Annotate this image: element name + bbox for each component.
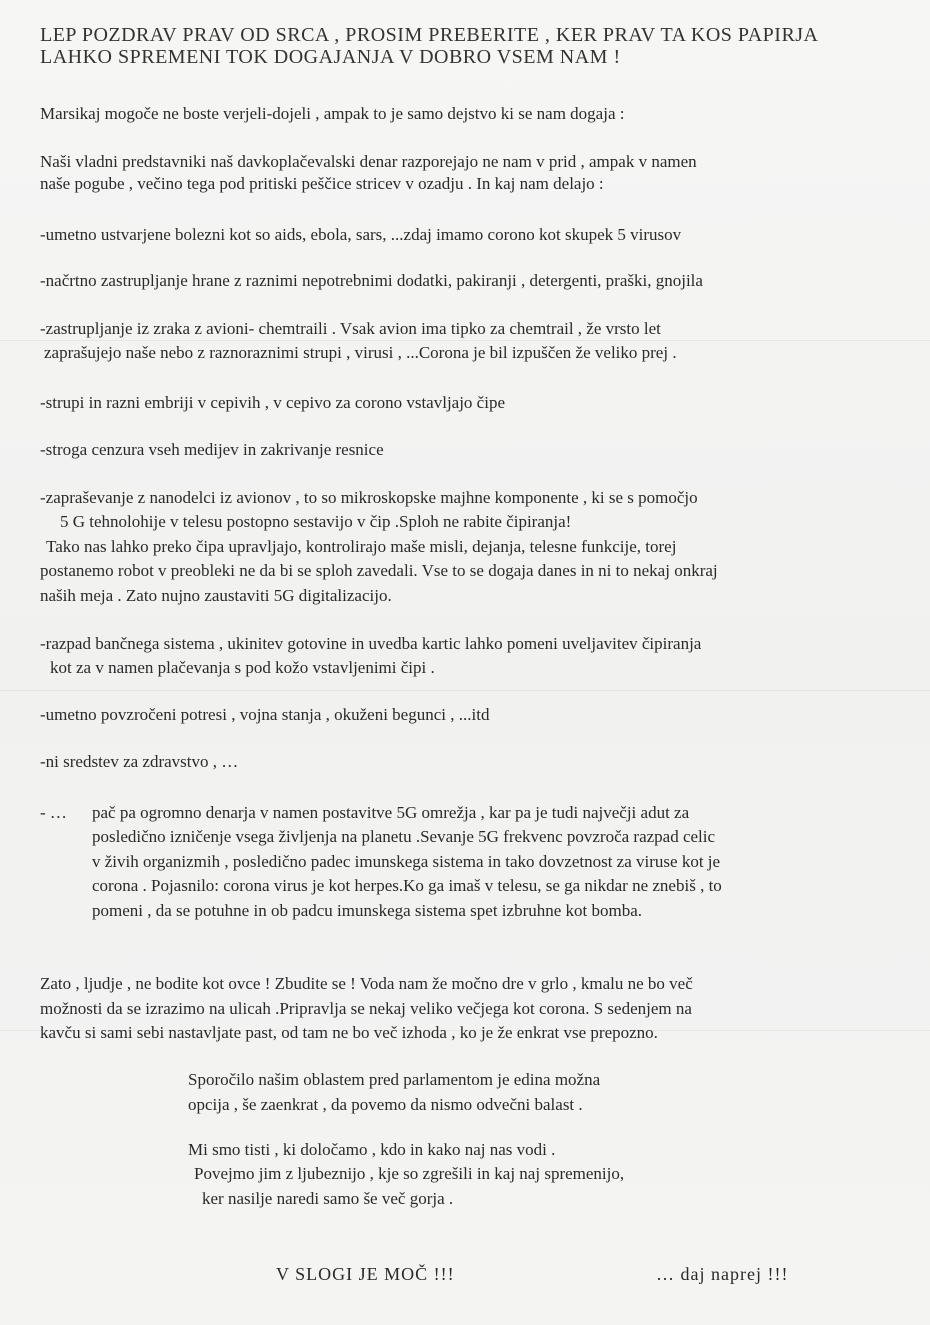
message-line: Mi smo tisti , ki določamo , kdo in kako naj nas vodi . <box>188 1140 556 1159</box>
list-item-continuation: 5 G tehnolohije v telesu postopno sestavijo v čip .Sploh ne rabite čipiranja! <box>60 512 572 531</box>
paragraph-line: naše pogube , večino tega pod pritiski peščice stricev v ozadju . In kaj nam delajo : <box>40 174 604 193</box>
list-item-continuation: postanemo robot v preobleki ne da bi se sploh zavedali. Vse to se dogaja danes in ni to nekaj onkraj <box>40 561 718 580</box>
list-item-marker: - … <box>40 803 67 822</box>
list-item: -razpad bančnega sistema , ukinitev gotovine in uvedba kartic lahko pomeni uveljavitev čipiranja <box>40 634 702 653</box>
list-item-continuation: Tako nas lahko preko čipa upravljajo, kontrolirajo maše misli, dejanja, telesne funkcije, torej <box>46 537 677 556</box>
list-item: -stroga cenzura vseh medijev in zakrivanje resnice <box>40 440 384 459</box>
list-item: -načrtno zastrupljanje hrane z raznimi nepotrebnimi dodatki, pakiranji , detergenti, praški, gnojila <box>40 271 703 290</box>
list-item: -strupi in razni embriji v cepivih , v cepivo za corono vstavljajo čipe <box>40 393 505 412</box>
message-line: ker nasilje naredi samo še več gorja . <box>202 1189 454 1208</box>
letter-heading <box>40 24 880 68</box>
paper-fold <box>0 340 930 341</box>
message-line: opcija , še zaenkrat , da povemo da nismo odvečni balast . <box>188 1095 583 1114</box>
list-item-continuation: corona . Pojasnilo: corona virus je kot herpes.Ko ga imaš v telesu, se ga nikdar ne znebiš , to <box>92 876 722 895</box>
list-item-continuation: kot za v namen plačevanja s pod kožo vstavljenimi čipi . <box>50 658 435 677</box>
closing-paragraph-line: Zato , ljudje , ne bodite kot ovce ! Zbudite se ! Voda nam že močno dre v grlo , kmalu ne bo več <box>40 974 693 993</box>
list-item: -umetno ustvarjene bolezni kot so aids, ebola, sars, ...zdaj imamo corono kot skupek 5 virusov <box>40 225 682 244</box>
list-item-continuation: zaprašujejo naše nebo z raznoraznimi strupi , virusi , ...Corona je bil izpuščen že veliko prej . <box>44 343 677 362</box>
slogan-right: … daj naprej !!! <box>656 1264 789 1284</box>
message-line: Sporočilo našim oblastem pred parlamentom je edina možna <box>188 1070 601 1089</box>
list-item: pač pa ogromno denarja v namen postavitve 5G omrežja , kar pa je tudi največji adut za <box>92 803 690 822</box>
list-item: -zastrupljanje iz zraka z avioni- chemtraili . Vsak avion ima tipko za chemtrail , že vrsto let <box>40 319 661 338</box>
list-item: -ni sredstev za zdravstvo , … <box>40 752 239 771</box>
list-item: -zapraševanje z nanodelci iz avionov , to so mikroskopske majhne komponente , ki se s pomočjo <box>40 488 698 507</box>
closing-paragraph-line: možnosti da se izrazimo na ulicah .Pripravlja se nekaj veliko večjega kot corona. S sedenjem na <box>40 999 692 1018</box>
list-item-continuation: posledično izničenje vsega življenja na planetu .Sevanje 5G frekvenc povzroča razpad celic <box>92 827 716 846</box>
list-item: -umetno povzročeni potresi , vojna stanja , okuženi begunci , ...itd <box>40 705 490 724</box>
slogan-left: V SLOGI JE MOČ !!! <box>276 1264 455 1284</box>
list-item-continuation: v živih organizmih , posledično padec imunskega sistema in tako dovzetnost za viruse kot je <box>92 852 721 871</box>
closing-paragraph-line: kavču si sami sebi nastavljate past, od tam ne bo več izhoda , ko je že enkrat vse prepozno. <box>40 1023 658 1042</box>
list-item-continuation: naših meja . Zato nujno zaustaviti 5G digitalizacijo. <box>40 586 392 605</box>
heading-line: LAHKO SPREMENI TOK DOGAJANJA V DOBRO VSEM NAM ! <box>40 46 621 68</box>
paper-fold <box>0 690 930 691</box>
intro-paragraph: Marsikaj mogoče ne boste verjeli-dojeli , ampak to je samo dejstvo ki se nam dogaja : <box>40 104 625 123</box>
paragraph-line: Naši vladni predstavniki naš davkoplačevalski denar razporejajo ne nam v prid , ampak v namen <box>40 152 697 171</box>
message-line: Povejmo jim z ljubeznijo , kje so zgrešili in kaj naj spremenijo, <box>194 1164 625 1183</box>
heading-line: LEP POZDRAV PRAV OD SRCA , PROSIM PREBERITE , KER PRAV TA KOS PAPIRJA <box>40 24 819 46</box>
list-item-continuation: pomeni , da se potuhne in ob padcu imunskega sistema spet izbruhne kot bomba. <box>92 901 643 920</box>
